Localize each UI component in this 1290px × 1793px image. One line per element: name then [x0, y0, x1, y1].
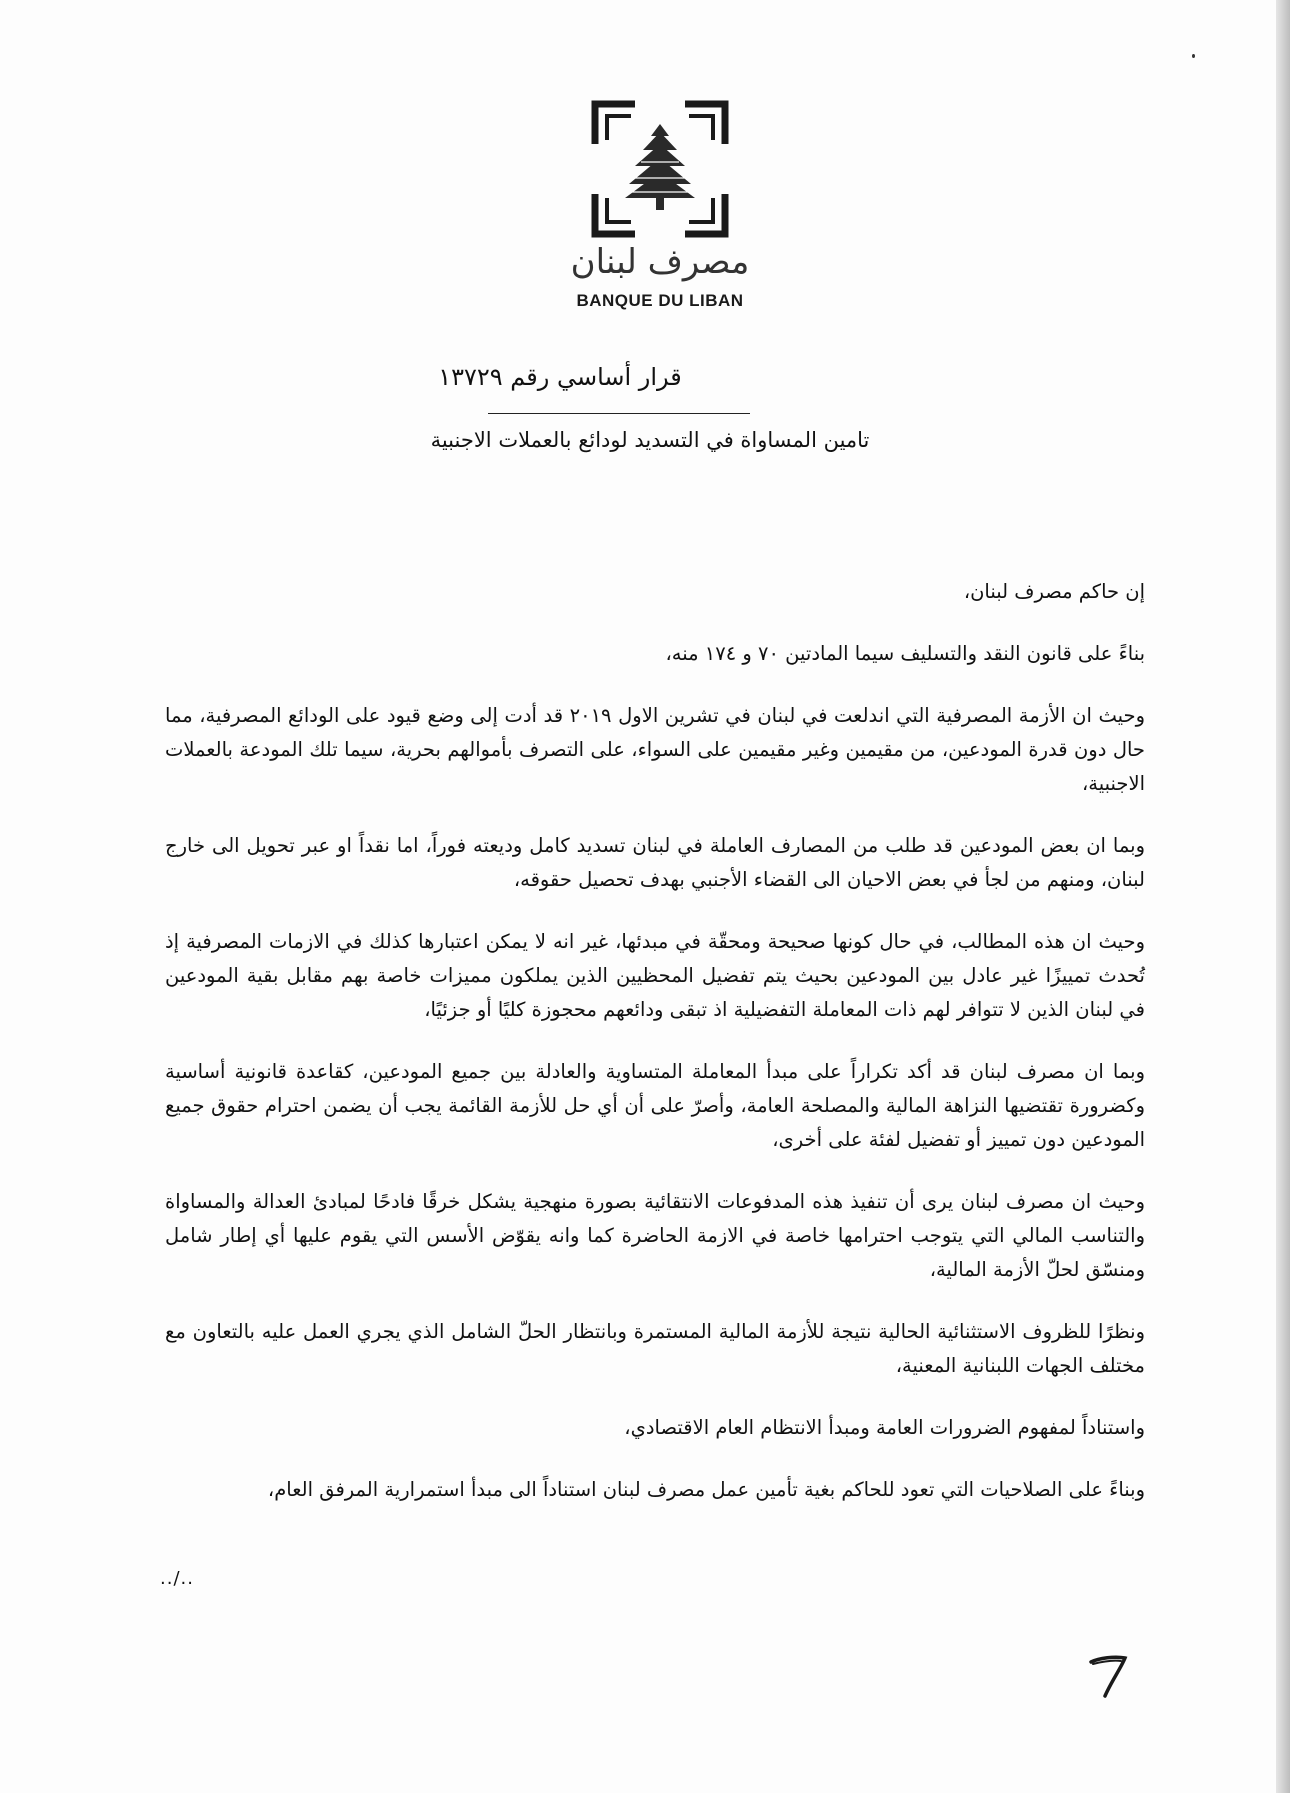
- institution-name-arabic: مصرف لبنان: [570, 242, 750, 282]
- body-paragraph: ونظرًا للظروف الاستثنائية الحالية نتيجة للأزمة المالية المستمرة وبانتظار الحلّ الشامل الذي يجري العمل عليه بالتعاون مع مختلف الجهات اللبنانية المعنية،: [165, 1320, 1145, 1377]
- body-paragraph: وحيث ان الأزمة المصرفية التي اندلعت في لبنان في تشرين الاول ٢٠١٩ قد أدت إلى وضع قيود على الودائع المصرفية، مما حال دون قدرة المودعين، من مقيمين وغير مقيمين على السواء، على التصرف بأموالهم بحرية، سيما تلك المودعة بالعملات الاجنبية،: [165, 704, 1145, 795]
- body-paragraph: وبناءً على الصلاحيات التي تعود للحاكم بغية تأمين عمل مصرف لبنان استناداً الى مبدأ استمرارية المرفق العام،: [267, 1478, 1145, 1501]
- decision-body: [165, 575, 1145, 1535]
- continuation-mark: ../..: [160, 1568, 194, 1589]
- body-paragraph: وحيث ان مصرف لبنان يرى أن تنفيذ هذه المدفوعات الانتقائية بصورة منهجية يشكل خرقًا فادحًا لمبادئ العدالة والمساواة والتناسب المالي التي يتوجب احترامها خاصة في الازمة الحاضرة كما وانه يقوّض الأسس التي يقوم عليها أي إطار شامل ومنسّق لحلّ الأزمة المالية،: [165, 1190, 1145, 1281]
- body-paragraph: وبما ان مصرف لبنان قد أكد تكراراً على مبدأ المعاملة المتساوية والعادلة بين جميع المودعين، كقاعدة قانونية أساسية وكضرورة تقتضيها النزاهة المالية والمصلحة العامة، وأصرّ على أن أي حل للأزمة القائمة يجب أن يضمن احترام حقوق جميع المودعين دون تمييز أو تفضيل لفئة على أخرى،: [165, 1060, 1145, 1151]
- page-edge-shadow: [1276, 0, 1290, 1793]
- initials-signature: [1085, 1650, 1131, 1700]
- institution-name-english: BANQUE DU LIBAN: [576, 291, 744, 310]
- body-paragraph: وحيث ان هذه المطالب، في حال كونها صحيحة ومحقّة في مبدئها، غير انه لا يمكن اعتبارها كذلك في الازمات المصرفية إذ تُحدث تمييزًا غير عادل بين المودعين بحيث يتم تفضيل المحظيين الذين يملكون مميزات خاصة بهم مقابل بقية المودعين في لبنان الذين لا تتوافر لهم ذات المعاملة التفضيلية اذ تبقى ودائعهم محجوزة كليًا أو جزئيًا،: [165, 930, 1145, 1021]
- decision-subject: تامين المساواة في التسديد لودائع بالعملات الاجنبية: [430, 428, 870, 452]
- body-paragraph: وبما ان بعض المودعين قد طلب من المصارف العاملة في لبنان تسديد كامل وديعته فوراً، اما نقداً او عبر تحويل الى خارج لبنان، ومنهم من لجأ في بعض الاحيان الى القضاء الأجنبي بهدف تحصيل حقوقه،: [165, 834, 1145, 891]
- body-paragraph: إن حاكم مصرف لبنان،: [963, 580, 1145, 603]
- body-paragraph: بناءً على قانون النقد والتسليف سيما المادتين ٧٠ و ١٧٤ منه،: [665, 642, 1145, 665]
- title-divider: [488, 413, 750, 414]
- cedar-tree-icon: [591, 100, 729, 238]
- scan-speck: [1192, 54, 1195, 58]
- decision-title: قرار أساسي رقم ١٣٧٢٩: [438, 363, 682, 391]
- cedar-emblem-logo: [591, 100, 729, 238]
- body-paragraph: واستناداً لمفهوم الضرورات العامة ومبدأ الانتظام العام الاقتصادي،: [624, 1416, 1145, 1439]
